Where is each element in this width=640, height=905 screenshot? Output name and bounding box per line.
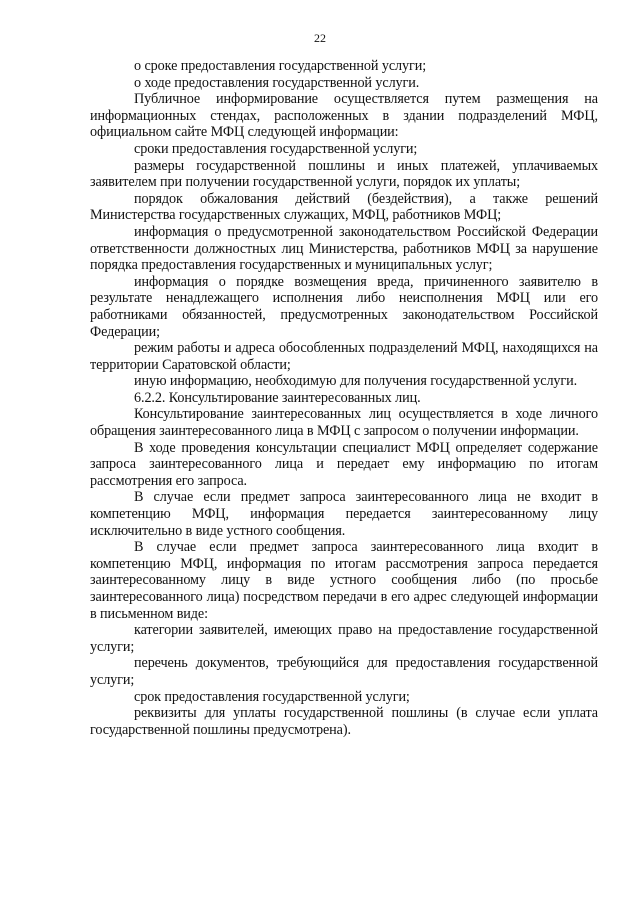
section-heading: 6.2.2. Консультирование заинтересованных лиц. <box>134 389 421 406</box>
paragraph: о ходе предоставления государственной услуги. <box>134 74 420 91</box>
paragraph: категории заявителей, имеющих право на предоставление государственной услуги; <box>90 622 598 655</box>
paragraph: Консультирование заинтересованных лиц осуществляется в ходе личного обращения заинтересованного лица в МФЦ с запросом о получении информации. <box>90 406 598 440</box>
paragraph: сроки предоставления государственной услуги; <box>134 140 418 157</box>
page-number: 22 <box>314 31 326 45</box>
paragraph: В случае если предмет запроса заинтересованного лица входит в компетенцию МФЦ, информация по итогам рассмотрения запроса передается заинтересованному лицу в виде устного сообщения либо (по просьбе заинтересованного лица) посредством передачи в его адрес следующей информации в письменном виде: <box>90 539 598 622</box>
paragraph: порядок обжалования действий (бездействия), а также решений Министерства государственных служащих, МФЦ, работников МФЦ; <box>90 190 598 224</box>
paragraph: информация о порядке возмещения вреда, причиненного заявителю в результате ненадлежащего исполнения либо неисполнения МФЦ или его работниками обязанностей, предусмотренных законодательством Российской Федерации; <box>90 273 598 340</box>
paragraph: реквизиты для уплаты государственной пошлины (в случае если уплата государственной пошлины предусмотрена). <box>90 705 598 738</box>
paragraph: размеры государственной пошлины и иных платежей, уплачиваемых заявителем при получении государственной услуги, порядок их уплаты; <box>90 157 598 191</box>
paragraph: срок предоставления государственной услуги; <box>134 688 410 705</box>
paragraph: В случае если предмет запроса заинтересованного лица не входит в компетенцию МФЦ, информация передается заинтересованному лицу исключительно в виде устного сообщения. <box>90 489 598 539</box>
paragraph: Публичное информирование осуществляется путем размещения на информационных стендах, расположенных в здании подразделений МФЦ, официальном сайте МФЦ следующей информации: <box>90 91 598 141</box>
paragraph: иную информацию, необходимую для получения государственной услуги. <box>134 373 578 390</box>
paragraph: режим работы и адреса обособленных подразделений МФЦ, находящихся на территории Саратовской области; <box>90 340 598 373</box>
paragraph: информация о предусмотренной законодательством Российской Федерации ответственности должностных лиц Министерства, работников МФЦ за нарушение порядка предоставления государственных и муниципальных услуг; <box>90 223 598 274</box>
paragraph: перечень документов, требующийся для предоставления государственной услуги; <box>90 655 598 688</box>
paragraph: о сроке предоставления государственной услуги; <box>134 58 427 74</box>
paragraph: В ходе проведения консультации специалист МФЦ определяет содержание запроса заинтересованного лица и передает ему информацию по итогам рассмотрения его запроса. <box>90 439 598 489</box>
document-body <box>90 58 598 738</box>
